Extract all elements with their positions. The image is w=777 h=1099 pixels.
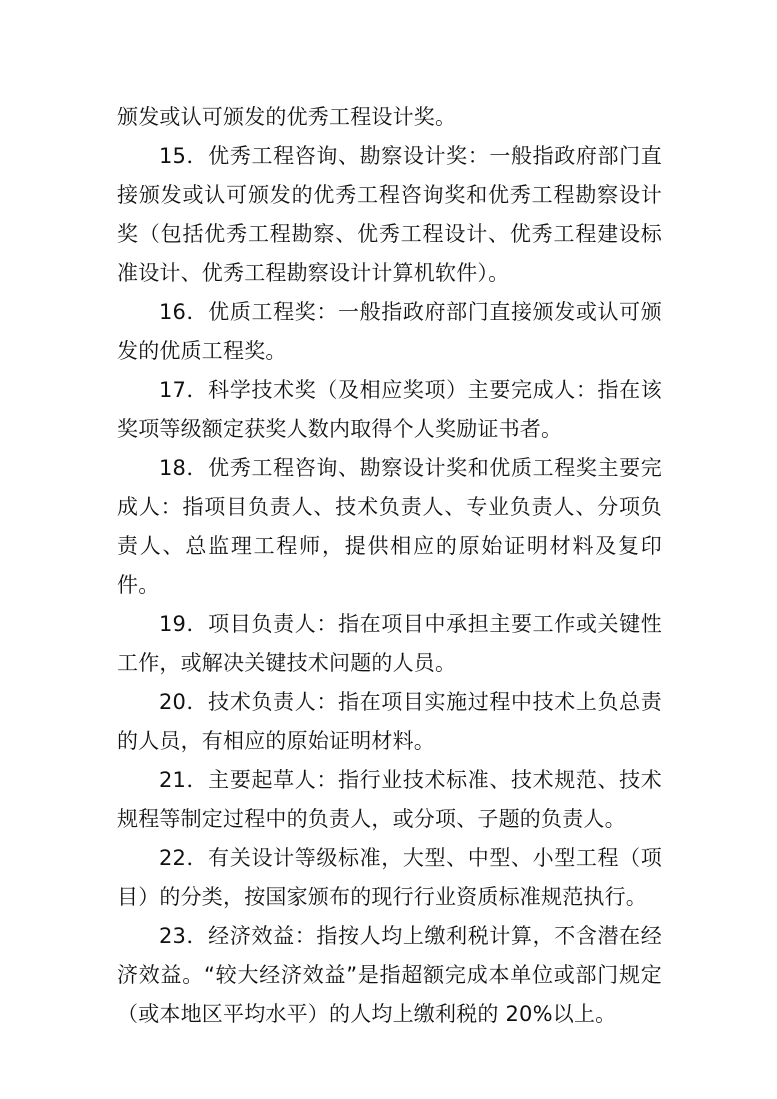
paragraph-item-21: 21．主要起草人：指行业技术标准、技术规范、技术规程等制定过程中的负责人，或分项、子题的负责人。 [117, 768, 662, 831]
paragraph-item-23: 23．经济效益：指按人均上缴利税计算，不含潜在经济效益。“较大经济效益”是指超额完成本单位或部门规定（或本地区平均水平）的人均上缴利税的 20%以上。 [117, 924, 662, 1026]
paragraph-continuation: 颁发或认可颁发的优秀工程设计奖。 [117, 105, 457, 129]
paragraph-item-20: 20．技术负责人：指在项目实施过程中技术上负总责的人员，有相应的原始证明材料。 [117, 690, 662, 753]
paragraph-item-16: 16．优质工程奖：一般指政府部门直接颁发或认可颁发的优质工程奖。 [117, 300, 662, 363]
paragraph-item-17: 17．科学技术奖（及相应奖项）主要完成人：指在该奖项等级额定获奖人数内取得个人奖励证书者。 [117, 378, 662, 441]
paragraph-item-22: 22．有关设计等级标准，大型、中型、小型工程（项目）的分类，按国家颁布的现行行业资质标准规范执行。 [117, 846, 662, 909]
paragraph-item-19: 19．项目负责人：指在项目中承担主要工作或关键性工作，或解决关键技术问题的人员。 [117, 612, 662, 675]
paragraph-item-15: 15．优秀工程咨询、勘察设计奖：一般指政府部门直接颁发或认可颁发的优秀工程咨询奖和优秀工程勘察设计奖（包括优秀工程勘察、优秀工程设计、优秀工程建设标准设计、优秀工程勘察设计计算机软件）。 [117, 144, 662, 285]
document-body [117, 98, 662, 1034]
paragraph-item-18: 18．优秀工程咨询、勘察设计奖和优质工程奖主要完成人：指项目负责人、技术负责人、专业负责人、分项负责人、总监理工程师，提供相应的原始证明材料及复印件。 [117, 456, 662, 597]
